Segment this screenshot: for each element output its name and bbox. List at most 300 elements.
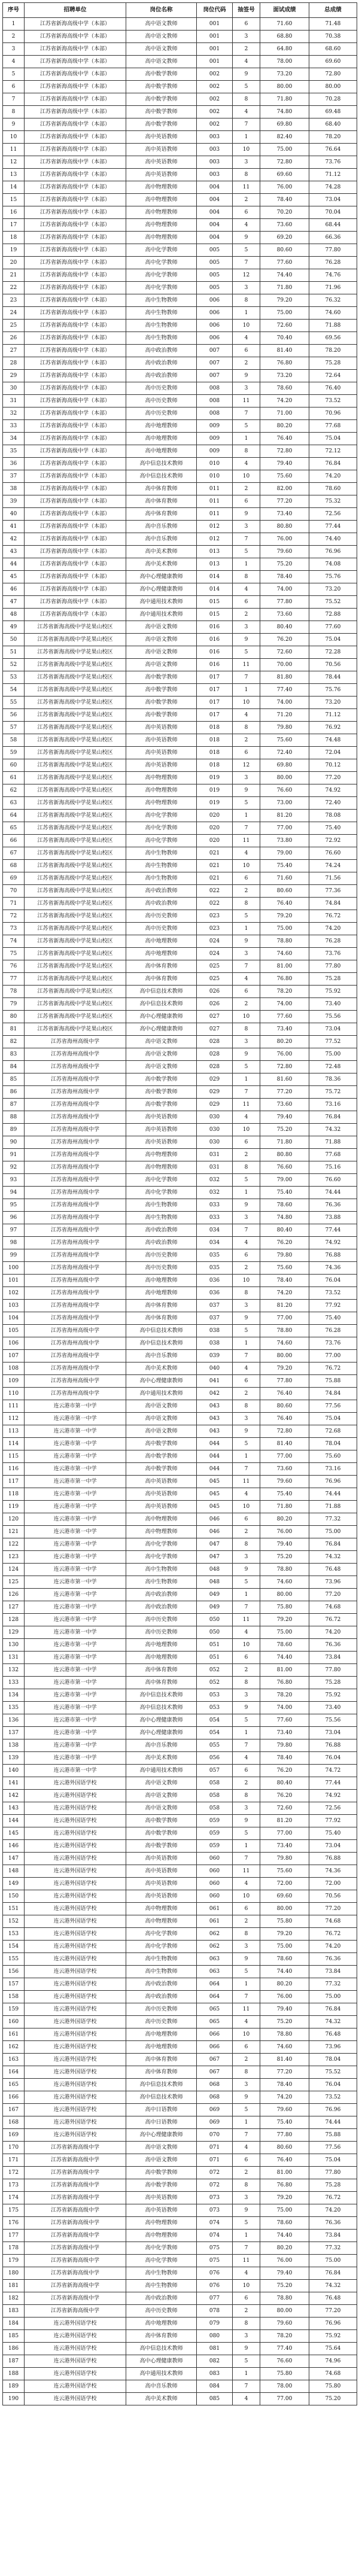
cell-unit: 连云港外国语学校 — [25, 2066, 126, 2079]
cell-unit: 江苏省新海高级中学 — [25, 2167, 126, 2179]
cell-draw-number: 2 — [233, 43, 260, 56]
cell-draw-number: 7 — [233, 1991, 260, 2003]
cell-seq: 110 — [3, 1388, 25, 1400]
cell-unit: 连云港市第一中学 — [25, 1664, 126, 1677]
cell-position: 高中心理健康教师 — [126, 2129, 197, 2142]
cell-seq: 179 — [3, 2255, 25, 2267]
cell-position-code: 081 — [197, 2343, 233, 2355]
cell-draw-number: 6 — [233, 2292, 260, 2305]
cell-unit: 江苏省新海高级中学花果山校区 — [25, 872, 126, 885]
cell-unit: 连云港市第一中学 — [25, 1689, 126, 1702]
cell-interview-score: 71.80 — [260, 1501, 309, 1513]
cell-draw-number: 10 — [233, 2028, 260, 2041]
cell-seq: 44 — [3, 558, 25, 571]
cell-position: 高中语文教师 — [126, 621, 197, 634]
table-row — [3, 1526, 357, 1538]
cell-position: 高中英语教师 — [126, 747, 197, 759]
cell-unit: 江苏省新海高级中学花果山校区 — [25, 910, 126, 923]
cell-interview-score: 75.40 — [260, 1187, 309, 1199]
cell-unit: 江苏省新海高级中学（本部） — [25, 470, 126, 483]
cell-total-score: 73.96 — [309, 1576, 357, 1589]
table-row — [3, 722, 357, 734]
cell-position-code: 031 — [197, 1149, 233, 1161]
table-row — [3, 872, 357, 885]
cell-interview-score: 80.40 — [260, 621, 309, 634]
cell-interview-score: 76.80 — [260, 973, 309, 986]
cell-unit: 连云港外国语学校 — [25, 1840, 126, 1853]
cell-position-code: 007 — [197, 345, 233, 357]
cell-position: 高中化学教师 — [126, 244, 197, 257]
cell-position: 高中数学教师 — [126, 1073, 197, 1086]
table-row — [3, 948, 357, 960]
cell-interview-score: 76.40 — [260, 2154, 309, 2167]
table-row — [3, 1865, 357, 1878]
table-row — [3, 1124, 357, 1136]
cell-position-code: 059 — [197, 1815, 233, 1827]
cell-draw-number: 7 — [233, 533, 260, 546]
cell-seq: 82 — [3, 1036, 25, 1048]
table-row — [3, 2079, 357, 2091]
cell-position-code: 069 — [197, 2116, 233, 2129]
cell-total-score: 70.56 — [309, 1890, 357, 1903]
cell-total-score: 73.88 — [309, 1212, 357, 1224]
cell-seq: 60 — [3, 759, 25, 772]
cell-interview-score: 80.60 — [260, 1400, 309, 1413]
cell-total-score: 76.84 — [309, 2003, 357, 2016]
cell-interview-score: 76.00 — [260, 533, 309, 546]
cell-interview-score: 76.40 — [260, 1388, 309, 1400]
cell-unit: 江苏省新海高级中学（本部） — [25, 68, 126, 81]
cell-position-code: 028 — [197, 1048, 233, 1061]
cell-position-code: 078 — [197, 2305, 233, 2318]
cell-unit: 江苏省新海高级中学（本部） — [25, 56, 126, 68]
cell-draw-number: 8 — [233, 722, 260, 734]
cell-position: 高中数学教师 — [126, 2179, 197, 2192]
cell-interview-score: 74.40 — [260, 1652, 309, 1664]
cell-draw-number: 1 — [233, 923, 260, 935]
cell-position: 高中通用技术教师 — [126, 2368, 197, 2380]
cell-draw-number: 11 — [233, 395, 260, 407]
cell-total-score: 71.88 — [309, 320, 357, 332]
cell-total-score: 77.56 — [309, 1400, 357, 1413]
cell-position-code: 015 — [197, 596, 233, 609]
cell-position: 高中生物教师 — [126, 294, 197, 307]
cell-seq: 64 — [3, 810, 25, 822]
cell-interview-score: 75.00 — [260, 1626, 309, 1639]
cell-draw-number: 9 — [233, 1048, 260, 1061]
cell-total-score: 76.36 — [309, 1639, 357, 1652]
table-row — [3, 1941, 357, 1953]
cell-total-score: 76.04 — [309, 2079, 357, 2091]
table-row — [3, 1903, 357, 1915]
cell-position-code: 033 — [197, 1212, 233, 1224]
cell-position-code: 006 — [197, 307, 233, 320]
cell-unit: 连云港外国语学校 — [25, 1790, 126, 1802]
cell-position: 高中心理健康教师 — [126, 1011, 197, 1023]
table-row — [3, 2318, 357, 2330]
table-row — [3, 1890, 357, 1903]
cell-interview-score: 76.80 — [260, 2179, 309, 2192]
cell-draw-number: 5 — [233, 546, 260, 558]
cell-seq: 30 — [3, 382, 25, 395]
cell-draw-number: 8 — [233, 169, 260, 181]
cell-draw-number: 7 — [233, 2129, 260, 2142]
cell-total-score: 73.52 — [309, 1287, 357, 1300]
cell-total-score: 66.36 — [309, 232, 357, 244]
cell-position-code: 047 — [197, 1551, 233, 1564]
cell-interview-score: 77.80 — [260, 1375, 309, 1388]
table-row — [3, 1048, 357, 1061]
cell-seq: 45 — [3, 571, 25, 583]
cell-total-score: 78.04 — [309, 2054, 357, 2066]
cell-position-code: 016 — [197, 646, 233, 659]
cell-position-code: 043 — [197, 1425, 233, 1438]
cell-draw-number: 5 — [233, 1325, 260, 1337]
cell-seq: 13 — [3, 169, 25, 181]
cell-seq: 17 — [3, 219, 25, 232]
cell-position-code: 048 — [197, 1576, 233, 1589]
cell-position-code: 084 — [197, 2380, 233, 2393]
cell-unit: 江苏省新海高级中学（本部） — [25, 43, 126, 56]
cell-unit: 江苏省新海高级中学花果山校区 — [25, 847, 126, 860]
cell-position: 高中英语教师 — [126, 2204, 197, 2217]
cell-position-code: 012 — [197, 521, 233, 533]
cell-position-code: 058 — [197, 1790, 233, 1802]
cell-draw-number: 4 — [233, 106, 260, 118]
cell-total-score: 76.04 — [309, 1275, 357, 1287]
cell-unit: 连云港市第一中学 — [25, 1677, 126, 1689]
table-row — [3, 445, 357, 458]
cell-position-code: 068 — [197, 2091, 233, 2104]
cell-draw-number: 4 — [233, 583, 260, 596]
cell-interview-score: 73.20 — [260, 370, 309, 382]
cell-seq: 14 — [3, 181, 25, 194]
table-row — [3, 118, 357, 131]
cell-position-code: 028 — [197, 1036, 233, 1048]
cell-interview-score: 73.40 — [260, 508, 309, 521]
cell-unit: 连云港市第一中学 — [25, 1714, 126, 1727]
cell-interview-score: 71.20 — [260, 709, 309, 722]
cell-position-code: 020 — [197, 810, 233, 822]
cell-seq: 165 — [3, 2079, 25, 2091]
cell-draw-number: 3 — [233, 1036, 260, 1048]
cell-unit: 连云港外国语学校 — [25, 2091, 126, 2104]
cell-unit: 连云港外国语学校 — [25, 2028, 126, 2041]
cell-interview-score: 72.00 — [260, 1878, 309, 1890]
cell-position: 高中语文教师 — [126, 1061, 197, 1073]
cell-interview-score: 76.20 — [260, 634, 309, 646]
table-row — [3, 533, 357, 546]
table-row — [3, 2179, 357, 2192]
cell-position-code: 009 — [197, 420, 233, 433]
cell-unit: 江苏省新海高级中学（本部） — [25, 131, 126, 144]
cell-unit: 江苏省新海高级中学（本部） — [25, 583, 126, 596]
cell-seq: 74 — [3, 935, 25, 948]
cell-position-code: 058 — [197, 1802, 233, 1815]
cell-seq: 123 — [3, 1551, 25, 1564]
cell-position-code: 019 — [197, 797, 233, 810]
cell-position-code: 044 — [197, 1450, 233, 1463]
cell-interview-score: 76.80 — [260, 1677, 309, 1689]
cell-position: 高中化学教师 — [126, 1174, 197, 1187]
cell-draw-number: 7 — [233, 118, 260, 131]
table-row — [3, 621, 357, 634]
cell-unit: 江苏省新海高级中学（本部） — [25, 282, 126, 294]
cell-position: 高中生物教师 — [126, 2267, 197, 2280]
cell-position-code: 014 — [197, 571, 233, 583]
cell-total-score: 77.80 — [309, 244, 357, 257]
table-row — [3, 1652, 357, 1664]
cell-position: 高中体育教师 — [126, 2066, 197, 2079]
cell-draw-number: 11 — [233, 1476, 260, 1488]
cell-interview-score: 80.60 — [260, 2142, 309, 2154]
header-position-code: 岗位代码 — [197, 3, 233, 18]
cell-unit: 连云港外国语学校 — [25, 2343, 126, 2355]
cell-draw-number: 6 — [233, 2041, 260, 2054]
cell-interview-score: 79.80 — [260, 1739, 309, 1752]
cell-draw-number: 8 — [233, 571, 260, 583]
cell-interview-score: 78.80 — [260, 2028, 309, 2041]
cell-interview-score: 79.40 — [260, 2267, 309, 2280]
cell-position-code: 027 — [197, 1011, 233, 1023]
cell-seq: 120 — [3, 1513, 25, 1526]
cell-position: 高中政治教师 — [126, 345, 197, 357]
cell-unit: 江苏省海州高级中学 — [25, 1249, 126, 1262]
cell-total-score: 75.28 — [309, 2179, 357, 2192]
cell-seq: 101 — [3, 1275, 25, 1287]
cell-unit: 连云港市第一中学 — [25, 1727, 126, 1739]
cell-total-score: 76.88 — [309, 1249, 357, 1262]
cell-position: 高中英语教师 — [126, 1878, 197, 1890]
cell-draw-number: 7 — [233, 822, 260, 835]
cell-draw-number: 9 — [233, 634, 260, 646]
cell-seq: 84 — [3, 1061, 25, 1073]
cell-total-score: 73.16 — [309, 1099, 357, 1111]
table-row — [3, 106, 357, 118]
table-row — [3, 1199, 357, 1212]
cell-position: 高中美术教师 — [126, 2393, 197, 2405]
cell-total-score: 75.40 — [309, 1312, 357, 1325]
cell-seq: 108 — [3, 1362, 25, 1375]
cell-interview-score: 76.20 — [260, 1765, 309, 1777]
cell-draw-number: 4 — [233, 2142, 260, 2154]
cell-interview-score: 69.60 — [260, 169, 309, 181]
cell-seq: 135 — [3, 1702, 25, 1714]
table-row — [3, 320, 357, 332]
cell-draw-number: 7 — [233, 2380, 260, 2393]
cell-draw-number: 1 — [233, 307, 260, 320]
cell-position-code: 043 — [197, 1413, 233, 1425]
cell-seq: 167 — [3, 2104, 25, 2116]
cell-position: 高中生物教师 — [126, 1564, 197, 1576]
cell-seq: 149 — [3, 1878, 25, 1890]
cell-draw-number: 5 — [233, 1714, 260, 1727]
table-row — [3, 2330, 357, 2343]
cell-position: 高中信息技术教师 — [126, 1702, 197, 1714]
cell-total-score: 72.92 — [309, 835, 357, 847]
table-row — [3, 458, 357, 470]
cell-draw-number: 6 — [233, 1652, 260, 1664]
cell-total-score: 75.04 — [309, 433, 357, 445]
cell-total-score: 72.28 — [309, 646, 357, 659]
cell-position-code: 045 — [197, 1476, 233, 1488]
cell-position-code: 031 — [197, 1161, 233, 1174]
cell-position-code: 032 — [197, 1187, 233, 1199]
cell-unit: 江苏省新海高级中学（本部） — [25, 81, 126, 93]
cell-position: 高中生物教师 — [126, 1966, 197, 1978]
cell-total-score: 75.88 — [309, 2129, 357, 2142]
table-row — [3, 1664, 357, 1677]
cell-unit: 连云港外国语学校 — [25, 2003, 126, 2016]
table-row — [3, 1790, 357, 1802]
cell-total-score: 74.84 — [309, 898, 357, 910]
cell-total-score: 73.04 — [309, 1840, 357, 1853]
cell-position: 高中物理教师 — [126, 1915, 197, 1928]
cell-position-code: 021 — [197, 860, 233, 872]
cell-position: 高中地理教师 — [126, 2041, 197, 2054]
cell-total-score: 69.60 — [309, 56, 357, 68]
cell-position: 高中生物教师 — [126, 847, 197, 860]
cell-seq: 20 — [3, 257, 25, 269]
cell-draw-number: 3 — [233, 621, 260, 634]
cell-interview-score: 78.40 — [260, 1275, 309, 1287]
cell-draw-number: 3 — [233, 772, 260, 784]
cell-position: 高中体育教师 — [126, 483, 197, 495]
cell-total-score: 77.44 — [309, 521, 357, 533]
cell-seq: 143 — [3, 1802, 25, 1815]
cell-position: 高中心理健康教师 — [126, 1375, 197, 1388]
cell-interview-score: 79.80 — [260, 1853, 309, 1865]
cell-interview-score: 72.60 — [260, 320, 309, 332]
cell-total-score: 74.40 — [309, 533, 357, 546]
cell-seq: 70 — [3, 885, 25, 898]
cell-interview-score: 80.20 — [260, 2242, 309, 2255]
cell-seq: 183 — [3, 2305, 25, 2318]
cell-position: 高中日语教师 — [126, 2104, 197, 2116]
cell-seq: 15 — [3, 194, 25, 206]
cell-position-code: 019 — [197, 772, 233, 784]
cell-interview-score: 77.20 — [260, 495, 309, 508]
cell-position-code: 004 — [197, 206, 233, 219]
cell-draw-number: 5 — [233, 2104, 260, 2116]
table-row — [3, 2204, 357, 2217]
cell-seq: 61 — [3, 772, 25, 784]
table-row — [3, 1827, 357, 1840]
table-row — [3, 232, 357, 244]
cell-interview-score: 79.00 — [260, 1174, 309, 1187]
cell-unit: 江苏省新海高级中学（本部） — [25, 257, 126, 269]
cell-total-score: 74.44 — [309, 1187, 357, 1199]
cell-unit: 连云港市第一中学 — [25, 1400, 126, 1413]
cell-interview-score: 77.00 — [260, 1312, 309, 1325]
cell-position-code: 063 — [197, 1953, 233, 1966]
header-seq: 序号 — [3, 3, 25, 18]
cell-total-score: 77.80 — [309, 960, 357, 973]
table-row — [3, 935, 357, 948]
cell-draw-number: 10 — [233, 320, 260, 332]
cell-position-code: 041 — [197, 1375, 233, 1388]
cell-seq: 24 — [3, 307, 25, 320]
cell-total-score: 72.48 — [309, 1061, 357, 1073]
cell-interview-score: 79.40 — [260, 1111, 309, 1124]
cell-total-score: 72.68 — [309, 1425, 357, 1438]
table-row — [3, 822, 357, 835]
table-row — [3, 332, 357, 345]
cell-unit: 江苏省新海高级中学 — [25, 2217, 126, 2230]
cell-total-score: 77.68 — [309, 420, 357, 433]
cell-position-code: 021 — [197, 872, 233, 885]
cell-position-code: 014 — [197, 583, 233, 596]
table-row — [3, 734, 357, 747]
cell-draw-number: 3 — [233, 521, 260, 533]
cell-total-score: 74.24 — [309, 860, 357, 872]
table-row — [3, 885, 357, 898]
cell-draw-number: 6 — [233, 345, 260, 357]
cell-unit: 连云港市第一中学 — [25, 1513, 126, 1526]
cell-position: 高中政治教师 — [126, 1991, 197, 2003]
table-row — [3, 1073, 357, 1086]
cell-draw-number: 9 — [233, 1953, 260, 1966]
cell-interview-score: 73.00 — [260, 797, 309, 810]
cell-draw-number: 6 — [233, 18, 260, 31]
cell-position-code: 003 — [197, 169, 233, 181]
table-row — [3, 596, 357, 609]
cell-position-code: 054 — [197, 1714, 233, 1727]
cell-position: 高中音乐教师 — [126, 1739, 197, 1752]
table-row — [3, 1262, 357, 1275]
cell-position-code: 079 — [197, 2318, 233, 2330]
cell-position: 高中化学教师 — [126, 1928, 197, 1941]
cell-position: 高中心理健康教师 — [126, 1714, 197, 1727]
cell-unit: 江苏省新海高级中学（本部） — [25, 571, 126, 583]
table-row — [3, 483, 357, 495]
cell-seq: 19 — [3, 244, 25, 257]
cell-position: 高中政治教师 — [126, 1978, 197, 1991]
cell-total-score: 74.92 — [309, 784, 357, 797]
cell-position-code: 026 — [197, 986, 233, 998]
cell-interview-score: 79.40 — [260, 458, 309, 470]
cell-unit: 江苏省新海高级中学（本部） — [25, 320, 126, 332]
cell-position: 高中信息技术教师 — [126, 470, 197, 483]
cell-unit: 江苏省新海高级中学（本部） — [25, 558, 126, 571]
cell-unit: 江苏省海州高级中学 — [25, 1149, 126, 1161]
cell-draw-number: 4 — [233, 458, 260, 470]
cell-unit: 连云港市第一中学 — [25, 1589, 126, 1601]
cell-position: 高中语文教师 — [126, 2142, 197, 2154]
cell-seq: 18 — [3, 232, 25, 244]
cell-position: 高中政治教师 — [126, 1224, 197, 1237]
cell-seq: 11 — [3, 144, 25, 156]
cell-position: 高中历史教师 — [126, 2305, 197, 2318]
cell-seq: 1 — [3, 18, 25, 31]
cell-position: 高中化学教师 — [126, 822, 197, 835]
cell-draw-number: 7 — [233, 257, 260, 269]
cell-total-score: 75.04 — [309, 1413, 357, 1425]
header-interview-score: 面试成绩 — [260, 3, 309, 18]
table-row — [3, 1275, 357, 1287]
cell-position: 高中地理教师 — [126, 2028, 197, 2041]
cell-interview-score: 79.80 — [260, 722, 309, 734]
cell-position: 高中音乐教师 — [126, 533, 197, 546]
cell-interview-score: 71.60 — [260, 872, 309, 885]
cell-seq: 29 — [3, 370, 25, 382]
cell-position: 高中体育教师 — [126, 2330, 197, 2343]
cell-total-score: 75.72 — [309, 1086, 357, 1099]
cell-interview-score: 74.00 — [260, 998, 309, 1011]
cell-draw-number: 11 — [233, 835, 260, 847]
cell-draw-number: 12 — [233, 759, 260, 772]
cell-draw-number: 1 — [233, 131, 260, 144]
